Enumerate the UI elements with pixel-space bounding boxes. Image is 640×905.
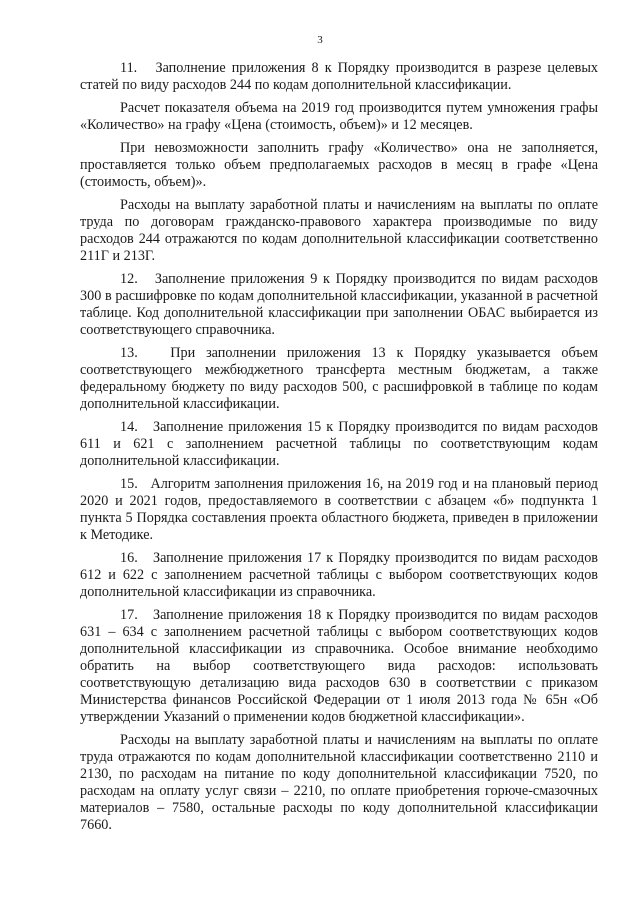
- paragraph-item-14: 14. Заполнение приложения 15 к Порядку производится по видам расходов 611 и 621 с заполнением расчетной таблицы по соответствующим кодам дополнительной классификации.: [80, 419, 598, 469]
- paragraph-item-17: 17. Заполнение приложения 18 к Порядку производится по видам расходов 631 – 634 с заполнением расчетной таблицы с выбором соответствующих кодов дополнительной классификации из справочника. Особое внимание необходимо обратить на выбор соответствующего вида расходов: использовать соответствующую детализацию вида расходов 630 в соответствии с приказом Министерства финансов Российской Федерации от 1 июля 2013 года № 65н «Об утверждении Указаний о применении кодов бюджетной классификации».: [80, 607, 598, 725]
- paragraph-item-15: 15. Алгоритм заполнения приложения 16, на 2019 год и на плановый период 2020 и 2021 годов, предоставляемого в соответствии с абзацем «б» подпункта 1 пункта 5 Порядка составления проекта областного бюджета, приведен в приложении к Методике.: [80, 476, 598, 543]
- paragraph-item-12: 12. Заполнение приложения 9 к Порядку производится по видам расходов 300 в расшифровке по кодам дополнительной классификации, указанной в расчетной таблице. Код дополнительной классификации при заполнении ОБАС выбирается из соответствующего справочника.: [80, 271, 598, 338]
- paragraph-salary-contracts: Расходы на выплату заработной платы и начислениям на выплаты по оплате труда по договорам гражданско-правового характера производимые по виду расходов 244 отражаются по кодам дополнительной классификации соответственно 211Г и 213Г.: [80, 197, 598, 264]
- paragraph-quantity-note: При невозможности заполнить графу «Количество» она не заполняется, проставляется только объем предполагаемых расходов в месяц в графе «Цена (стоимость, объем)».: [80, 140, 598, 190]
- paragraph-item-13: 13. При заполнении приложения 13 к Порядку указывается объем соответствующего межбюджетного трансферта местным бюджетам, а также федеральному бюджету по виду расходов 500, с расшифровкой в таблице по кодам дополнительной классификации.: [80, 345, 598, 412]
- paragraph-item-16: 16. Заполнение приложения 17 к Порядку производится по видам расходов 612 и 622 с заполнением расчетной таблицы с выбором соответствующих кодов дополнительной классификации из справочника.: [80, 550, 598, 600]
- page-number: 3: [317, 34, 323, 46]
- paragraph-salary-codes: Расходы на выплату заработной платы и начислениям на выплаты по оплате труда отражаются по кодам дополнительной классификации соответственно 2110 и 2130, по расходам на питание по коду дополнительной классификации 7520, по расходам на оплату услуг связи – 2210, по оплате приобретения горюче-смазочных материалов – 7580, остальные расходы по коду дополнительной классификации 7660.: [80, 732, 598, 833]
- paragraph-volume-calculation: Расчет показателя объема на 2019 год производится путем умножения графы «Количество» на графу «Цена (стоимость, объем)» и 12 месяцев.: [80, 100, 598, 133]
- paragraph-item-11: 11. Заполнение приложения 8 к Порядку производится в разрезе целевых статей по виду расходов 244 по кодам дополнительной классификации.: [80, 60, 598, 93]
- document-body: [80, 60, 598, 840]
